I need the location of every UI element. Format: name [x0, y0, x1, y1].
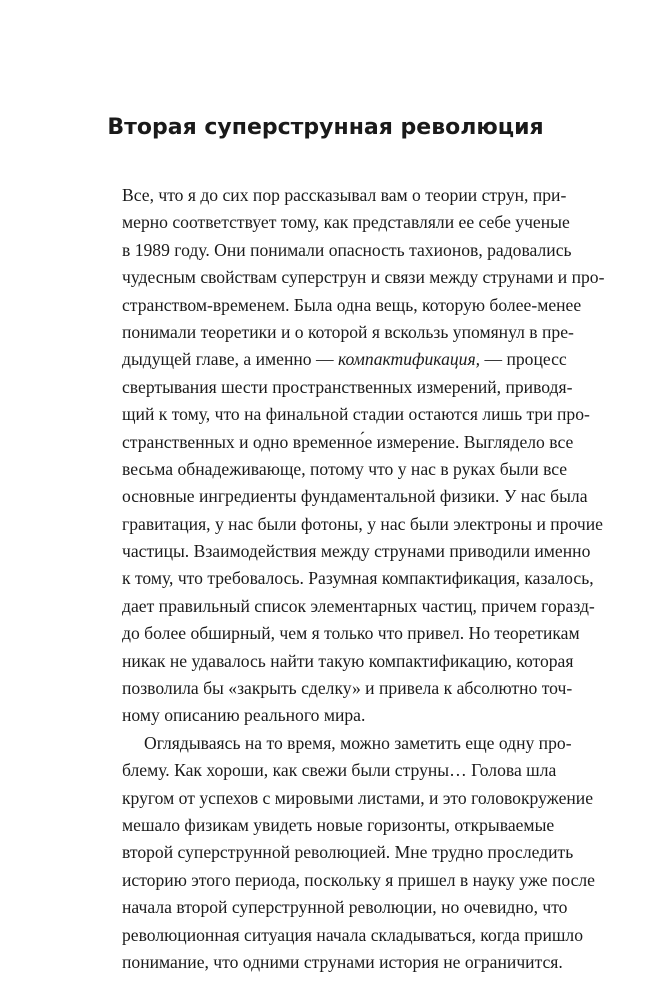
paragraph [122, 182, 605, 730]
text-segment: весьма обнадеживающе, потому что у нас в руках были все [122, 458, 568, 479]
text-segment: мешало физикам увидеть новые горизонты, открываемые [122, 814, 555, 835]
text-segment: частицы. Взаимодействия между струнами приводили именно [122, 541, 591, 562]
text-line [122, 237, 572, 264]
text-segment: основные ингредиенты фундаментальной физики. У нас была [122, 486, 588, 507]
text-segment: второй суперструнной революцией. Мне трудно проследить [122, 842, 574, 863]
text-segment: позволила бы «закрыть сделку» и привела к абсолютно точ- [122, 678, 573, 699]
text-line [122, 757, 557, 784]
text-line [122, 456, 568, 483]
text-segment: в 1989 году. Они понимали опасность тахионов, радовались [122, 239, 572, 260]
italic-term: компактификация, [338, 349, 481, 370]
text-line [122, 894, 568, 921]
text-line [122, 429, 574, 456]
text-segment: историю этого периода, поскольку я пришел в науку уже после [122, 869, 595, 890]
text-line [122, 346, 567, 373]
text-segment: блему. Как хороши, как свежи были струны… Голова шла [122, 760, 557, 781]
text-segment: щий к тому, что на финальной стадии остаются лишь три про- [122, 404, 590, 425]
text-segment: до более обширный, чем я только что привел. Но теоретикам [122, 623, 580, 644]
text-line [122, 182, 567, 209]
text-line [122, 264, 605, 291]
text-line [122, 867, 595, 894]
text-segment: свертывания шести пространственных измерений, приводя- [122, 376, 573, 397]
text-line [122, 483, 588, 510]
text-segment: мерно соответствует тому, как представляли ее себе ученые [122, 212, 570, 233]
text-segment: к тому, что требовалось. Разумная компактификация, казалось, [122, 568, 594, 589]
text-segment: странством-временем. Была одна вещь, которую более-менее [122, 294, 582, 315]
text-line [122, 538, 591, 565]
text-line [122, 401, 590, 428]
text-segment: чудесным свойствам суперструн и связи между струнами и про- [122, 267, 605, 288]
text-segment: дает правильный список элементарных частиц, причем горазд- [122, 595, 595, 616]
text-segment: Оглядываясь на то время, можно заметить еще одну про- [144, 732, 572, 753]
text-line [122, 648, 574, 675]
text-line [122, 922, 583, 949]
text-line [122, 839, 574, 866]
text-line [122, 702, 534, 729]
text-segment: революционная ситуация начала складываться, когда пришло [122, 924, 583, 945]
text-segment: Все, что я до сих пор рассказывал вам о теории струн, при- [122, 185, 567, 205]
text-line [122, 511, 603, 538]
text-segment: начала второй суперструнной революции, но очевидно, что [122, 897, 568, 918]
text-line [122, 675, 573, 702]
text-segment: странственных и одно временно́е измерение. Выглядело все [122, 431, 574, 452]
text-line [122, 374, 573, 401]
text-line [122, 292, 582, 319]
body-text [122, 182, 605, 976]
text-line [122, 593, 595, 620]
text-segment: никак не удавалось найти такую компактификацию, которая [122, 650, 574, 671]
text-line [122, 785, 594, 812]
text-segment: — процесс [480, 349, 567, 370]
paragraph [122, 730, 595, 977]
text-line [122, 209, 570, 236]
text-segment: понимали теоретики и о которой я вскользь упомянул в пре- [122, 321, 574, 342]
text-segment: дыдущей главе, а именно — [122, 349, 338, 370]
text-line [122, 730, 572, 757]
text-line [122, 319, 574, 346]
text-segment: понимание, что одними струнами история не ограничится. [122, 951, 563, 972]
text-line [122, 812, 555, 839]
text-line [122, 620, 580, 647]
chapter-section-heading: Вторая суперструнная революция [107, 115, 544, 140]
text-line [122, 949, 563, 976]
text-segment: гравитация, у нас были фотоны, у нас были электроны и прочие [122, 513, 603, 534]
text-segment: ному описанию реального мира. [122, 705, 366, 726]
text-segment: кругом от успехов с мировыми листами, и это головокружение [122, 787, 594, 808]
text-line [122, 565, 594, 592]
